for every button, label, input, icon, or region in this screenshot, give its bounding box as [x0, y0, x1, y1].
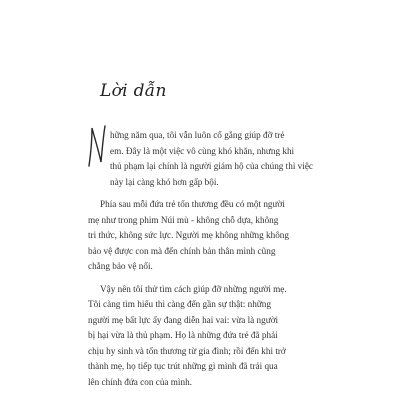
page-heading: Lời dẫn	[100, 81, 167, 101]
paragraph-line: này lại càng khó hơn gấp bội.	[110, 176, 219, 187]
paragraph-3	[88, 282, 320, 391]
paragraph-line: tri thức, không sức lực. Người mẹ không những không	[88, 230, 289, 240]
paragraph-line: người mẹ bất lực ấy đang diễn hai vai: vừa là người	[88, 314, 279, 325]
paragraph-line: mẹ như trong phim Núi mù - không chỗ dựa, không	[88, 214, 279, 225]
paragraph-line: chẳng bảo vệ nổi.	[88, 261, 153, 271]
paragraph-1	[88, 128, 320, 190]
paragraph-2	[88, 197, 320, 275]
paragraph-line: Vậy nên tôi thử tìm cách giúp đỡ những người mẹ.	[100, 283, 287, 294]
paragraph-line: Tôi càng tìm hiểu thì càng đến gần sự thật: những	[88, 299, 271, 309]
paragraph-line: hững năm qua, tôi vẫn luôn cố gắng giúp đỡ trẻ	[110, 130, 285, 140]
paragraph-line: bị hại vừa là thủ phạm. Họ là những đứa trẻ đã phải	[88, 330, 278, 340]
paragraph-line: chịu hy sinh và tổn thương từ gia đình; rồi đến khi trở	[88, 345, 286, 356]
paragraph-line: thành mẹ, họ tiếp tục trút những gì mình đã trải qua	[88, 361, 278, 371]
paragraph-line: Phía sau mỗi đứa trẻ tổn thương đều có một người	[100, 199, 285, 209]
body-text	[88, 128, 320, 397]
paragraph-line: lên chính đứa con của mình.	[88, 376, 192, 387]
paragraph-line: bảo vệ được con mà đến chính bản thân mình cũng	[88, 245, 276, 256]
paragraph-line: em. Đây là một việc vô cùng khó khăn, nhưng khi	[110, 145, 295, 156]
dropcap-n	[86, 122, 108, 172]
paragraph-line: thủ phạm lại chính là người giám hộ của chúng thì việc	[110, 161, 313, 171]
